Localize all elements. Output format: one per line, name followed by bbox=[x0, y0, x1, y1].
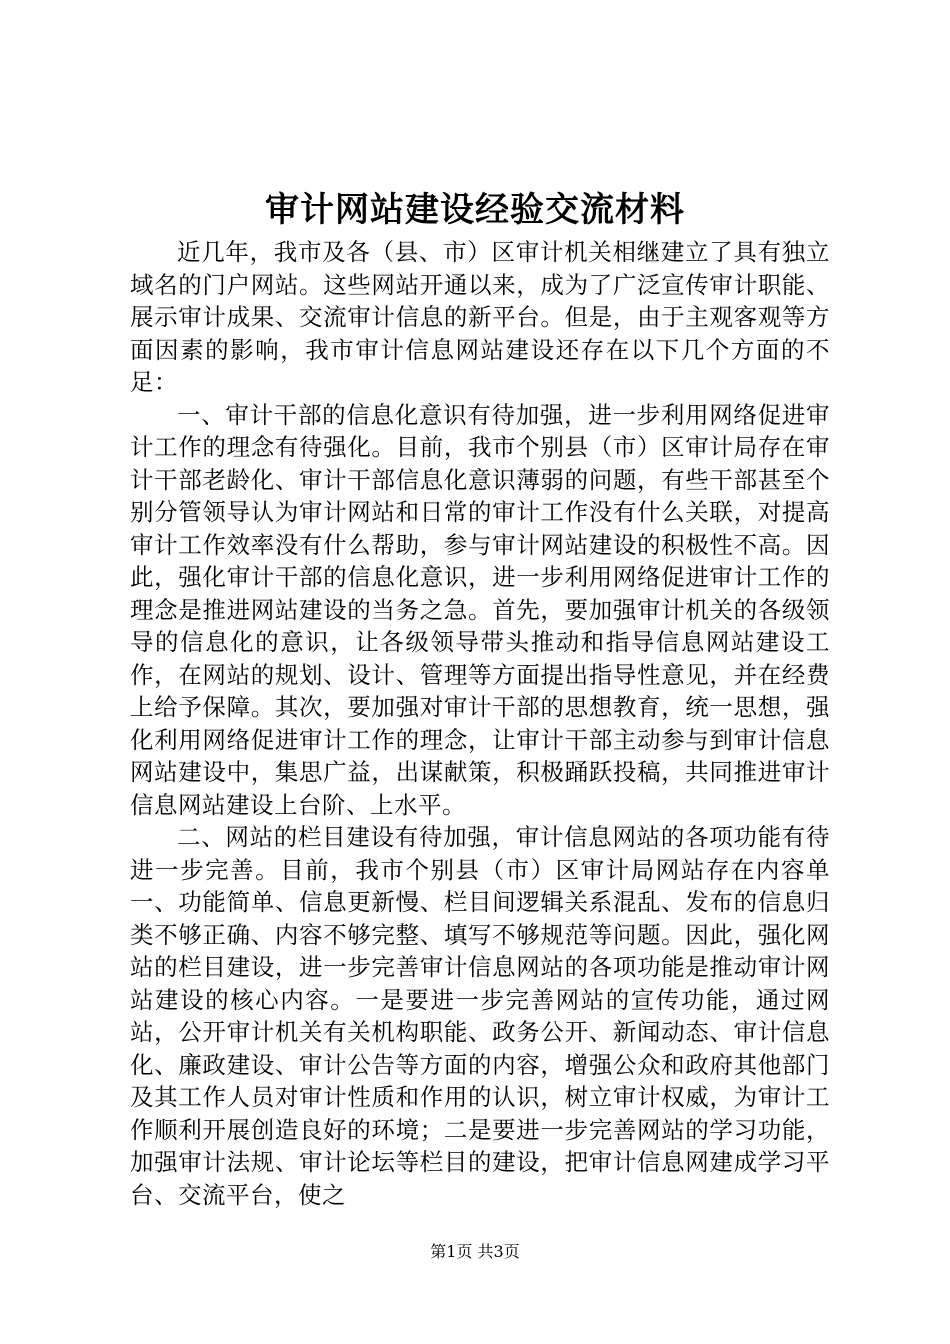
paragraph-point-two: 二、网站的栏目建设有待加强，审计信息网站的各项功能有待进一步完善。目前，我市个别县（市）区审计局网站存在内容单一、功能简单、信息更新慢、栏目间逻辑关系混乱、发布的信息归类不够正确、内容不够完整、填写不够规范等问题。因此，强化网站的栏目建设，进一步完善审计信息网站的各项功能是推动审计网站建设的核心内容。一是要进一步完善网站的宣传功能，通过网站，公开审计机关有关机构职能、政务公开、新闻动态、审计信息化、廉政建设、审计公告等方面的内容，增强公众和政府其他部门及其工作人员对审计性质和作用的认识，树立审计权威，为审计工作顺利开展创造良好的环境；二是要进一步完善网站的学习功能，加强审计法规、审计论坛等栏目的建设，把审计信息网建成学习平台、交流平台，使之 bbox=[130, 823, 830, 1209]
paragraph-point-one: 一、审计干部的信息化意识有待加强，进一步利用网络促进审计工作的理念有待强化。目前，我市个别县（市）区审计局存在审计干部老龄化、审计干部信息化意识薄弱的问题，有些干部甚至个别分管领导认为审计网站和日常的审计工作没有什么关联，对提高审计工作效率没有什么帮助，参与审计网站建设的积极性不高。因此，强化审计干部的信息化意识，进一步利用网络促进审计工作的理念是推进网站建设的当务之急。首先，要加强审计机关的各级领导的信息化的意识，让各级领导带头推动和指导信息网站建设工作，在网站的规划、设计、管理等方面提出指导性意见，并在经费上给予保障。其次，要加强对审计干部的思想教育，统一思想，强化利用网络促进审计工作的理念，让审计干部主动参与到审计信息网站建设中，集思广益，出谋献策，积极踊跃投稿，共同推进审计信息网站建设上台阶、上水平。 bbox=[130, 400, 830, 819]
paragraph-intro: 近几年，我市及各（县、市）区审计机关相继建立了具有独立域名的门户网站。这些网站开通以来，成为了广泛宣传审计职能、展示审计成果、交流审计信息的新平台。但是，由于主观客观等方面因素的影响，我市审计信息网站建设还存在以下几个方面的不足： bbox=[130, 238, 830, 396]
document-title: 审计网站建设经验交流材料 bbox=[265, 190, 685, 230]
document-body bbox=[130, 236, 830, 1211]
page-footer: 第1页 共3页 bbox=[430, 1242, 520, 1261]
